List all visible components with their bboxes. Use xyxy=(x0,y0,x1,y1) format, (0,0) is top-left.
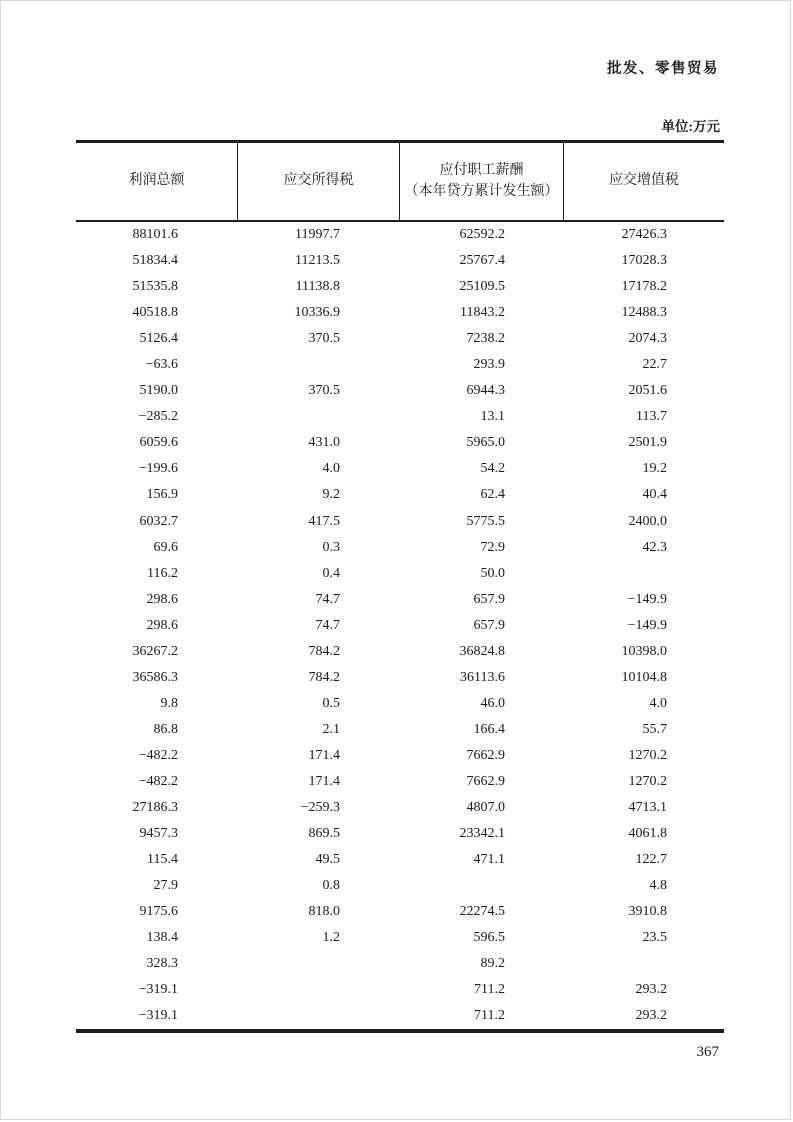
column-header-employee-compensation xyxy=(400,143,564,220)
table-cell: 27186.3 xyxy=(132,800,178,816)
table-cell: 784.2 xyxy=(308,669,340,685)
table-cell: 2051.6 xyxy=(628,383,667,399)
table-cell: −285.2 xyxy=(138,409,178,425)
table-row xyxy=(76,769,724,795)
table-row xyxy=(76,248,724,274)
table-row xyxy=(76,821,724,847)
table-row xyxy=(76,847,724,873)
table-cell: 11138.8 xyxy=(295,279,340,295)
table-cell: 89.2 xyxy=(480,956,505,972)
table-cell: 7662.9 xyxy=(466,747,505,763)
table-row xyxy=(76,613,724,639)
table-cell: 50.0 xyxy=(480,565,505,581)
table-cell: 3910.8 xyxy=(628,904,667,920)
table-cell: 5126.4 xyxy=(139,331,178,347)
table-cell: 0.3 xyxy=(322,539,340,555)
table-cell: 6944.3 xyxy=(466,383,505,399)
table-row xyxy=(76,899,724,925)
table-cell: 5190.0 xyxy=(139,383,178,399)
table-row xyxy=(76,378,724,404)
table-cell: 40.4 xyxy=(642,487,667,503)
table-cell: 10336.9 xyxy=(294,305,340,321)
table-cell: −63.6 xyxy=(145,357,178,373)
table-cell: 0.4 xyxy=(322,565,340,581)
table-row xyxy=(76,1003,724,1029)
table-cell: 4.0 xyxy=(649,695,667,711)
table-row xyxy=(76,222,724,248)
table-cell: 40518.8 xyxy=(132,305,178,321)
table-row xyxy=(76,795,724,821)
table-row xyxy=(76,482,724,508)
table-cell: 4.8 xyxy=(649,878,667,894)
statistics-table xyxy=(76,140,724,1033)
table-cell: 116.2 xyxy=(147,565,178,581)
table-cell: −319.1 xyxy=(138,982,178,998)
table-cell: 1270.2 xyxy=(628,747,667,763)
table-row xyxy=(76,977,724,1003)
table-cell: 9.8 xyxy=(160,695,178,711)
table-cell: −482.2 xyxy=(138,774,178,789)
table-cell: 596.5 xyxy=(473,930,505,946)
table-cell: 22.7 xyxy=(642,357,667,373)
table-cell: 36113.6 xyxy=(460,669,505,685)
table-cell: 1.2 xyxy=(322,930,340,946)
chapter-header: 批发、零售贸易 xyxy=(607,61,719,77)
table-cell: 171.4 xyxy=(308,774,340,789)
column-header-total-profit xyxy=(76,143,238,220)
table-cell: 2074.3 xyxy=(628,331,667,347)
table-cell: 166.4 xyxy=(473,721,505,737)
unit-label: 单位:万元 xyxy=(661,119,720,134)
table-cell: 138.4 xyxy=(146,930,178,946)
table-cell: 25767.4 xyxy=(459,253,505,269)
table-cell: 9.2 xyxy=(322,487,340,503)
table-cell: 23342.1 xyxy=(459,826,505,842)
table-row xyxy=(76,300,724,326)
table-cell: 69.6 xyxy=(153,539,178,555)
table-cell: −199.6 xyxy=(138,461,178,477)
table-cell: 7238.2 xyxy=(466,331,505,347)
table-cell: 4713.1 xyxy=(628,800,667,816)
table-cell: 25109.5 xyxy=(459,279,505,295)
table-row xyxy=(76,587,724,613)
column-header-label: 应付职工薪酬 xyxy=(439,163,524,179)
table-row xyxy=(76,535,724,561)
table-row xyxy=(76,925,724,951)
table-cell: 5775.5 xyxy=(466,513,505,529)
table-cell: 2501.9 xyxy=(628,435,667,451)
table-cell: 4807.0 xyxy=(466,800,505,816)
table-cell: 17028.3 xyxy=(621,253,667,269)
table-cell: 431.0 xyxy=(308,435,340,451)
table-cell: −482.2 xyxy=(138,747,178,763)
table-cell: 471.1 xyxy=(473,852,505,868)
table-cell: 156.9 xyxy=(146,487,178,503)
table-cell: 11997.7 xyxy=(295,227,340,243)
table-cell: 27426.3 xyxy=(621,227,667,243)
table-row xyxy=(76,717,724,743)
table-cell: 293.2 xyxy=(635,982,667,998)
table-cell: 370.5 xyxy=(308,331,340,347)
table-cell: 4.0 xyxy=(322,461,340,477)
table-header-row xyxy=(76,140,724,222)
table-row xyxy=(76,326,724,352)
column-header-income-tax xyxy=(238,143,400,220)
table-body xyxy=(76,222,724,1033)
column-header-label: 利润总额 xyxy=(128,173,185,189)
table-cell: 0.5 xyxy=(322,695,340,711)
table-cell: 5965.0 xyxy=(466,435,505,451)
column-header-label: 应交增值税 xyxy=(609,173,679,189)
table-cell: 74.7 xyxy=(315,617,340,633)
table-cell: 36586.3 xyxy=(132,669,178,685)
table-cell: 711.2 xyxy=(474,1008,505,1024)
table-cell: 62.4 xyxy=(480,487,505,503)
table-cell: 51834.4 xyxy=(132,253,178,269)
table-cell: 10398.0 xyxy=(621,643,667,659)
table-cell: 88101.6 xyxy=(132,227,178,243)
table-cell: 298.6 xyxy=(146,591,178,607)
table-cell: 113.7 xyxy=(636,409,667,425)
table-cell: 6032.7 xyxy=(139,513,178,529)
table-cell: −149.9 xyxy=(627,591,667,607)
table-cell: 7662.9 xyxy=(466,774,505,789)
table-cell: 298.6 xyxy=(146,617,178,633)
table-cell: 36267.2 xyxy=(132,643,178,659)
table-cell: 11213.5 xyxy=(295,253,340,269)
table-row xyxy=(76,665,724,691)
table-cell: 54.2 xyxy=(480,461,505,477)
column-header-label: 应交所得税 xyxy=(283,173,354,189)
table-row xyxy=(76,873,724,899)
table-cell: 4061.8 xyxy=(628,826,667,842)
table-cell: 9457.3 xyxy=(139,826,178,842)
column-header-vat xyxy=(564,143,724,220)
table-cell: 13.1 xyxy=(480,409,505,425)
page-number: 367 xyxy=(696,1044,719,1060)
table-row xyxy=(76,352,724,378)
table-cell: 293.2 xyxy=(635,1008,667,1024)
table-cell: 86.8 xyxy=(153,721,178,737)
table-cell: 657.9 xyxy=(473,591,505,607)
table-cell: −259.3 xyxy=(300,800,340,816)
table-cell: −319.1 xyxy=(138,1008,178,1024)
table-cell: 328.3 xyxy=(146,956,178,972)
table-cell: 10104.8 xyxy=(621,669,667,685)
table-cell: 2400.0 xyxy=(628,513,667,529)
table-cell: 1270.2 xyxy=(628,774,667,789)
table-row xyxy=(76,404,724,430)
table-cell: 22274.5 xyxy=(459,904,505,920)
table-cell: −149.9 xyxy=(627,617,667,633)
table-cell: 74.7 xyxy=(315,591,340,607)
column-header-sublabel: （本年贷方累计发生额） xyxy=(404,183,559,199)
table-cell: 869.5 xyxy=(308,826,340,842)
table-cell: 12488.3 xyxy=(621,305,667,321)
table-cell: 55.7 xyxy=(642,721,667,737)
table-cell: 818.0 xyxy=(308,904,340,920)
table-cell: 711.2 xyxy=(474,982,505,998)
table-cell: 784.2 xyxy=(308,643,340,659)
table-row xyxy=(76,951,724,977)
table-row xyxy=(76,639,724,665)
table-row xyxy=(76,743,724,769)
table-cell: 49.5 xyxy=(315,852,340,868)
table-cell: 36824.8 xyxy=(459,643,505,659)
table-cell: 293.9 xyxy=(473,357,505,373)
table-cell: 62592.2 xyxy=(459,227,505,243)
table-cell: 2.1 xyxy=(322,721,340,737)
table-cell: 27.9 xyxy=(153,878,178,894)
table-row xyxy=(76,274,724,300)
table-cell: 115.4 xyxy=(147,852,178,868)
table-cell: 370.5 xyxy=(308,383,340,399)
table-cell: 72.9 xyxy=(480,539,505,555)
table-cell: 51535.8 xyxy=(132,279,178,295)
table-cell: 9175.6 xyxy=(139,904,178,920)
table-cell: 46.0 xyxy=(480,695,505,711)
table-cell: 42.3 xyxy=(642,539,667,555)
table-cell: 17178.2 xyxy=(621,279,667,295)
table-cell: 122.7 xyxy=(635,852,667,868)
table-row xyxy=(76,430,724,456)
table-row xyxy=(76,509,724,535)
table-cell: 11843.2 xyxy=(460,305,505,321)
table-row xyxy=(76,691,724,717)
table-cell: 23.5 xyxy=(642,930,667,946)
table-row xyxy=(76,456,724,482)
table-cell: 417.5 xyxy=(308,513,340,529)
table-cell: 0.8 xyxy=(322,878,340,894)
table-cell: 657.9 xyxy=(473,617,505,633)
table-row xyxy=(76,561,724,587)
table-cell: 19.2 xyxy=(642,461,667,477)
table-cell: 171.4 xyxy=(308,747,340,763)
table-cell: 6059.6 xyxy=(139,435,178,451)
